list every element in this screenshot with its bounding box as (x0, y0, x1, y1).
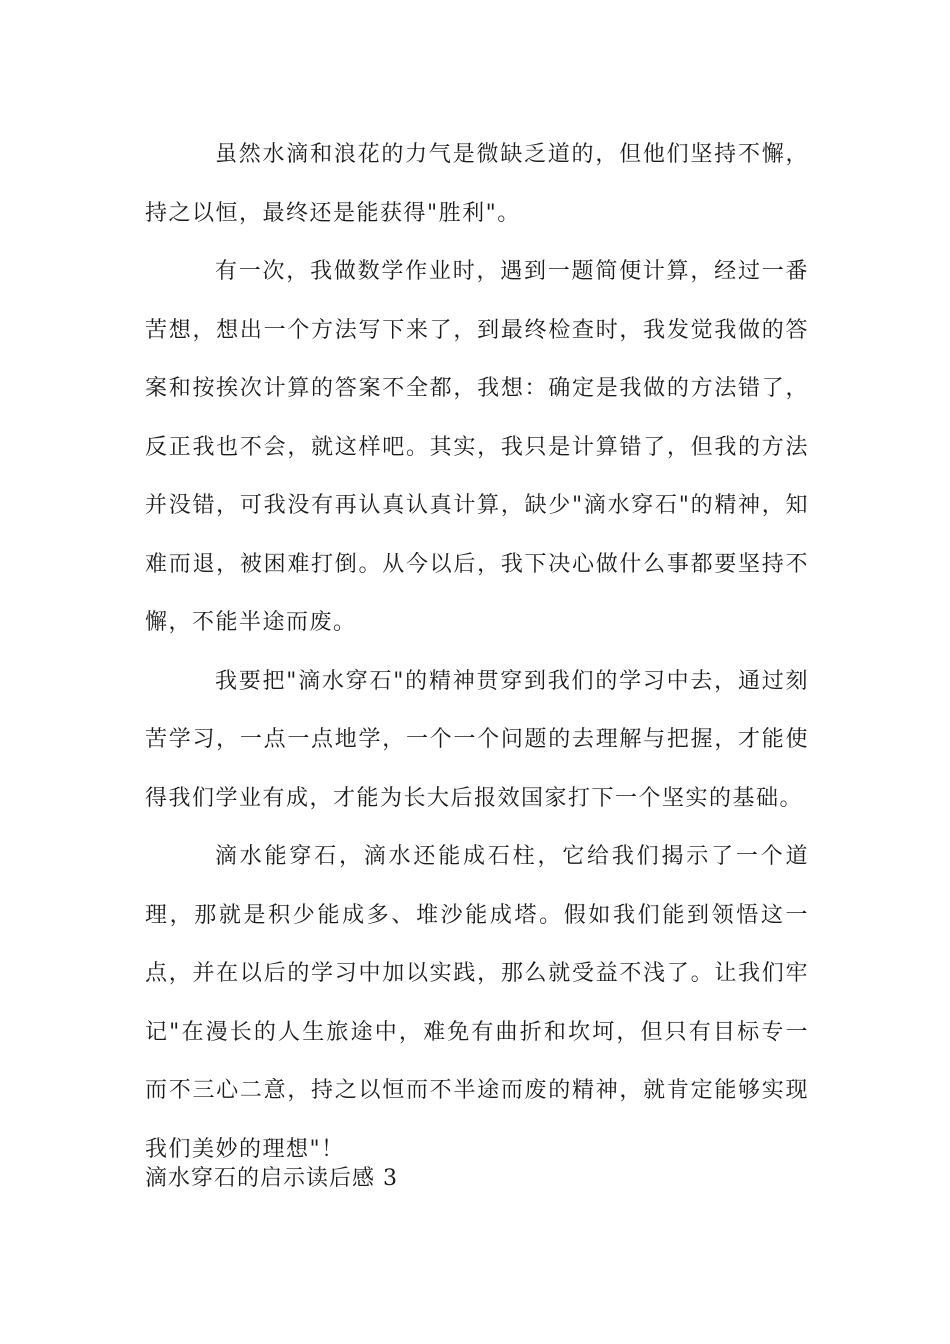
paragraph-accumulation: 滴水能穿石，滴水还能成石柱，它给我们揭示了一个道理，那就是积少能成多、堆沙能成塔。假如我们能到领悟这一点，并在以后的学习中加以实践，那么就受益不浅了。让我们牢记"在漫长的人生旅途中，难免有曲折和坎坷，但只有目标专一而不三心二意，持之以恒而不半途而废的精神，就肯定能够实现我们美妙的理想"！ (145, 844, 809, 1162)
section-heading: 滴水穿石的启示读后感 3 (145, 1166, 398, 1191)
paragraph-math-homework: 有一次，我做数学作业时，遇到一题简便计算，经过一番苦想，想出一个方法写下来了，到最终检查时，我发觉我做的答案和按挨次计算的答案不全都，我想：确定是我做的方法错了，反正我也不会，就这样吧。其实，我只是计算错了，但我的方法并没错，可我没有再认真认真计算，缺少"滴水穿石"的精神，知难而退，被困难打倒。从今以后，我下决心做什么事都要坚持不懈，不能半途而废。 (145, 259, 809, 635)
paragraph-water-drops: 虽然水滴和浪花的力气是微缺乏道的，但他们坚持不懈，持之以恒，最终还是能获得"胜利"。 (145, 142, 809, 226)
paragraph-study-spirit: 我要把"滴水穿石"的精神贯穿到我们的学习中去，通过刻苦学习，一点一点地学，一个一个问题的去理解与把握，才能使得我们学业有成，才能为长大后报效国家打下一个坚实的基础。 (145, 668, 809, 811)
document-body (145, 126, 809, 1179)
